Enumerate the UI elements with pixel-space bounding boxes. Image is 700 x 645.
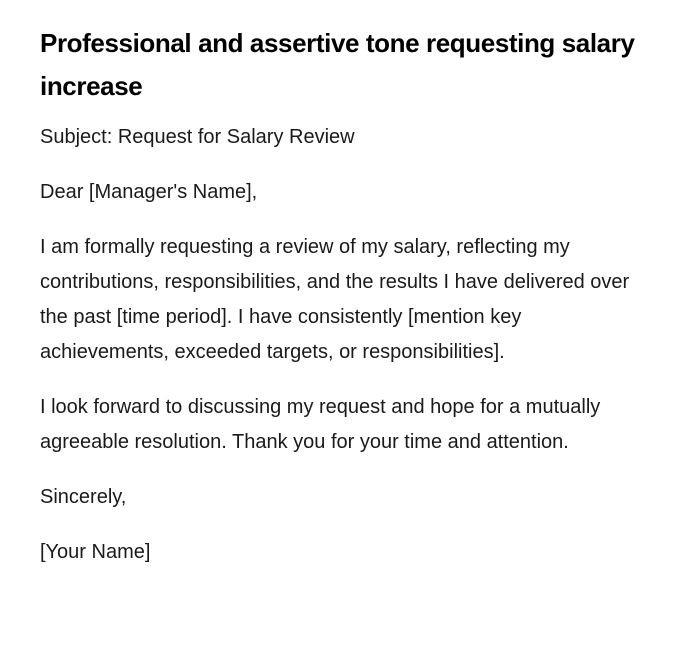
greeting: Dear [Manager's Name],: [40, 181, 258, 203]
signature: [Your Name]: [40, 541, 151, 563]
document-title: Professional and assertive tone requesting salary increase: [40, 28, 635, 101]
body-paragraph-1: I am formally requesting a review of my salary, reflecting my contributions, responsibilities, and the results I have delivered over the past [time period]. I have consistently [mention key achievements, exceeded targets, or responsibilities].: [40, 236, 630, 363]
closing: Sincerely,: [40, 486, 127, 508]
subject-line: Subject: Request for Salary Review: [40, 126, 355, 148]
body-paragraph-2: I look forward to discussing my request and hope for a mutually agreeable resolution. Thank you for your time and attention.: [40, 396, 601, 453]
